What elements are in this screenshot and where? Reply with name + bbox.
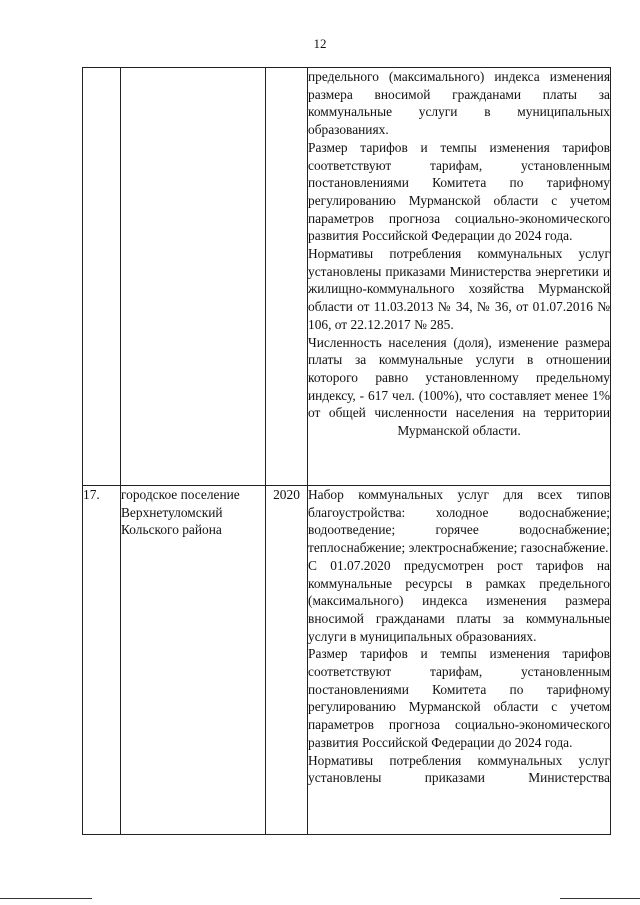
row-number-cell: [83, 68, 121, 486]
footer-rule-left: [0, 898, 92, 899]
paragraph: Численность населения (доля), изменение размера платы за коммунальные услуги в отношении которого равно установленному предельному индексу, - 617 чел. (100%), что составляет менее 1% от общей численности населения на территории Мурманской области.: [308, 334, 610, 439]
description-cell: [308, 68, 611, 486]
paragraph: Нормативы потребления коммунальных услуг установлены приказами Министерства энергетики и жилищно-коммунального хозяйства Мурманской области от 11.03.2013 № 34, № 36, от 01.07.2016 № 106, от 22.12.2017 № 285.: [308, 246, 610, 332]
page-number: 12: [313, 36, 327, 51]
paragraph: Размер тарифов и темпы изменения тарифов соответствуют тарифам, установленным постановлениями Комитета по тарифному регулированию Мурманской области с учетом параметров прогноза социально-экономического развития Российской Федерации до 2024 года.: [308, 139, 610, 244]
footer-rule-right: [560, 898, 640, 899]
paragraph: Размер тарифов и темпы изменения тарифов соответствуют тарифам, установленным постановлениями Комитета по тарифному регулированию Мурманской области с учетом параметров прогноза социально-экономического развития Российской Федерации до 2024 года.: [308, 646, 610, 750]
year-cell: 2020: [266, 486, 308, 835]
paragraph: С 01.07.2020 предусмотрен рост тарифов на коммунальные ресурсы в рамках предельного (максимального) индекса изменения размера вносимой гражданами платы за коммунальные услуги в муниципальных образованиях.: [308, 557, 610, 644]
paragraph: Нормативы потребления коммунальных услуг установлены приказами Министерства: [308, 752, 610, 786]
paragraph: предельного (максимального) индекса изменения размера вносимой гражданами платы за коммунальные услуги в муниципальных образованиях.: [308, 69, 610, 138]
table-row: [83, 486, 611, 835]
row-number-cell: 17.: [83, 486, 121, 835]
table-row: [83, 68, 611, 486]
year-cell: [266, 68, 308, 486]
municipality-name-cell: городское поселение Верхнетуломский Кольского района: [121, 486, 266, 835]
description-cell: [308, 486, 611, 835]
municipal-table: [82, 67, 611, 835]
municipality-name-cell: [121, 68, 266, 486]
paragraph: Набор коммунальных услуг для всех типов благоустройства: холодное водоснабжение; водоотведение; горячее водоснабжение; теплоснабжение; электроснабжение; газоснабжение.: [308, 487, 610, 556]
